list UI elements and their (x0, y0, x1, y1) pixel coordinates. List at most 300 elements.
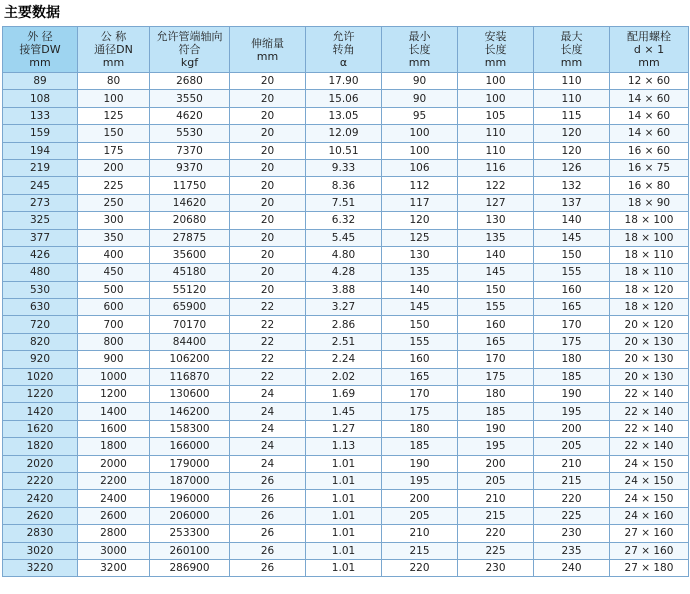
cell-install-length: 135 (458, 229, 534, 246)
cell-nominal-diameter: 2800 (78, 525, 150, 542)
cell-min-length: 160 (382, 351, 458, 368)
cell-nominal-diameter: 1600 (78, 420, 150, 437)
table-row (3, 90, 689, 107)
cell-outer-diameter: 377 (3, 229, 78, 246)
cell-bolts: 14 × 60 (610, 125, 689, 142)
cell-angle: 1.01 (306, 542, 382, 559)
cell-nominal-diameter: 900 (78, 351, 150, 368)
cell-min-length: 200 (382, 490, 458, 507)
cell-outer-diameter: 3020 (3, 542, 78, 559)
cell-axial-load: 130600 (150, 386, 230, 403)
cell-outer-diameter: 1220 (3, 386, 78, 403)
cell-angle: 1.45 (306, 403, 382, 420)
cell-bolts: 20 × 120 (610, 316, 689, 333)
header-expansion: 伸缩量 mm (230, 27, 306, 73)
cell-min-length: 112 (382, 177, 458, 194)
cell-outer-diameter: 325 (3, 212, 78, 229)
cell-angle: 1.27 (306, 420, 382, 437)
table-row (3, 472, 689, 489)
cell-axial-load: 2680 (150, 73, 230, 90)
cell-outer-diameter: 2620 (3, 507, 78, 524)
cell-axial-load: 253300 (150, 525, 230, 542)
cell-bolts: 12 × 60 (610, 73, 689, 90)
header-bolts: 配用螺栓 d × 1 mm (610, 27, 689, 73)
cell-angle: 3.88 (306, 281, 382, 298)
cell-bolts: 18 × 100 (610, 212, 689, 229)
cell-axial-load: 260100 (150, 542, 230, 559)
cell-expansion: 20 (230, 90, 306, 107)
table-row (3, 455, 689, 472)
cell-install-length: 230 (458, 559, 534, 576)
cell-axial-load: 3550 (150, 90, 230, 107)
cell-expansion: 20 (230, 264, 306, 281)
cell-expansion: 20 (230, 142, 306, 159)
cell-min-length: 135 (382, 264, 458, 281)
cell-nominal-diameter: 150 (78, 125, 150, 142)
cell-angle: 1.13 (306, 438, 382, 455)
cell-max-length: 165 (534, 299, 610, 316)
cell-nominal-diameter: 700 (78, 316, 150, 333)
cell-nominal-diameter: 2200 (78, 472, 150, 489)
cell-angle: 2.24 (306, 351, 382, 368)
cell-install-length: 165 (458, 333, 534, 350)
cell-install-length: 175 (458, 368, 534, 385)
cell-expansion: 24 (230, 420, 306, 437)
cell-min-length: 130 (382, 246, 458, 263)
cell-min-length: 165 (382, 368, 458, 385)
data-table (2, 26, 689, 577)
cell-nominal-diameter: 3200 (78, 559, 150, 576)
cell-outer-diameter: 194 (3, 142, 78, 159)
cell-bolts: 16 × 60 (610, 142, 689, 159)
cell-max-length: 140 (534, 212, 610, 229)
cell-outer-diameter: 133 (3, 107, 78, 124)
cell-angle: 4.28 (306, 264, 382, 281)
table-row (3, 438, 689, 455)
cell-axial-load: 84400 (150, 333, 230, 350)
cell-max-length: 225 (534, 507, 610, 524)
cell-nominal-diameter: 225 (78, 177, 150, 194)
cell-angle: 8.36 (306, 177, 382, 194)
table-row (3, 125, 689, 142)
cell-axial-load: 146200 (150, 403, 230, 420)
table-row (3, 386, 689, 403)
cell-expansion: 26 (230, 472, 306, 489)
cell-min-length: 120 (382, 212, 458, 229)
cell-max-length: 235 (534, 542, 610, 559)
cell-outer-diameter: 720 (3, 316, 78, 333)
cell-axial-load: 27875 (150, 229, 230, 246)
cell-outer-diameter: 2220 (3, 472, 78, 489)
cell-outer-diameter: 1820 (3, 438, 78, 455)
cell-bolts: 14 × 60 (610, 90, 689, 107)
cell-angle: 2.86 (306, 316, 382, 333)
cell-expansion: 20 (230, 177, 306, 194)
cell-min-length: 100 (382, 125, 458, 142)
cell-max-length: 150 (534, 246, 610, 263)
cell-bolts: 18 × 110 (610, 264, 689, 281)
cell-axial-load: 45180 (150, 264, 230, 281)
cell-expansion: 22 (230, 333, 306, 350)
cell-bolts: 27 × 180 (610, 559, 689, 576)
cell-max-length: 137 (534, 194, 610, 211)
table-row (3, 159, 689, 176)
cell-max-length: 110 (534, 90, 610, 107)
cell-max-length: 205 (534, 438, 610, 455)
table-row (3, 299, 689, 316)
cell-min-length: 150 (382, 316, 458, 333)
cell-max-length: 160 (534, 281, 610, 298)
cell-max-length: 215 (534, 472, 610, 489)
cell-expansion: 22 (230, 368, 306, 385)
cell-axial-load: 65900 (150, 299, 230, 316)
cell-outer-diameter: 245 (3, 177, 78, 194)
cell-axial-load: 106200 (150, 351, 230, 368)
cell-install-length: 185 (458, 403, 534, 420)
cell-install-length: 205 (458, 472, 534, 489)
table-row (3, 490, 689, 507)
cell-outer-diameter: 1620 (3, 420, 78, 437)
cell-nominal-diameter: 3000 (78, 542, 150, 559)
cell-min-length: 145 (382, 299, 458, 316)
cell-outer-diameter: 89 (3, 73, 78, 90)
cell-bolts: 22 × 140 (610, 386, 689, 403)
cell-min-length: 180 (382, 420, 458, 437)
header-min-length: 最小 长度 mm (382, 27, 458, 73)
cell-expansion: 22 (230, 316, 306, 333)
data-table-container (2, 26, 688, 577)
cell-bolts: 22 × 140 (610, 420, 689, 437)
cell-axial-load: 70170 (150, 316, 230, 333)
cell-max-length: 220 (534, 490, 610, 507)
cell-nominal-diameter: 2400 (78, 490, 150, 507)
cell-expansion: 24 (230, 455, 306, 472)
cell-min-length: 205 (382, 507, 458, 524)
cell-outer-diameter: 219 (3, 159, 78, 176)
cell-bolts: 18 × 120 (610, 299, 689, 316)
cell-install-length: 220 (458, 525, 534, 542)
cell-bolts: 22 × 140 (610, 438, 689, 455)
cell-install-length: 150 (458, 281, 534, 298)
cell-nominal-diameter: 175 (78, 142, 150, 159)
cell-install-length: 140 (458, 246, 534, 263)
cell-install-length: 195 (458, 438, 534, 455)
cell-outer-diameter: 3220 (3, 559, 78, 576)
header-angle: 允许 转角 α (306, 27, 382, 73)
cell-min-length: 175 (382, 403, 458, 420)
cell-bolts: 20 × 130 (610, 351, 689, 368)
cell-bolts: 18 × 110 (610, 246, 689, 263)
cell-angle: 2.51 (306, 333, 382, 350)
cell-axial-load: 158300 (150, 420, 230, 437)
cell-angle: 1.69 (306, 386, 382, 403)
cell-bolts: 27 × 160 (610, 525, 689, 542)
cell-install-length: 122 (458, 177, 534, 194)
cell-expansion: 26 (230, 525, 306, 542)
table-row (3, 542, 689, 559)
cell-min-length: 210 (382, 525, 458, 542)
cell-nominal-diameter: 400 (78, 246, 150, 263)
cell-bolts: 16 × 75 (610, 159, 689, 176)
table-row (3, 194, 689, 211)
cell-install-length: 170 (458, 351, 534, 368)
cell-angle: 1.01 (306, 559, 382, 576)
cell-min-length: 185 (382, 438, 458, 455)
cell-min-length: 100 (382, 142, 458, 159)
cell-min-length: 155 (382, 333, 458, 350)
cell-expansion: 20 (230, 194, 306, 211)
cell-angle: 13.05 (306, 107, 382, 124)
cell-angle: 17.90 (306, 73, 382, 90)
cell-nominal-diameter: 100 (78, 90, 150, 107)
cell-max-length: 132 (534, 177, 610, 194)
cell-nominal-diameter: 1400 (78, 403, 150, 420)
cell-nominal-diameter: 350 (78, 229, 150, 246)
cell-angle: 2.02 (306, 368, 382, 385)
cell-angle: 3.27 (306, 299, 382, 316)
cell-outer-diameter: 273 (3, 194, 78, 211)
cell-min-length: 90 (382, 73, 458, 90)
cell-angle: 10.51 (306, 142, 382, 159)
cell-min-length: 220 (382, 559, 458, 576)
cell-angle: 7.51 (306, 194, 382, 211)
cell-max-length: 180 (534, 351, 610, 368)
cell-bolts: 18 × 100 (610, 229, 689, 246)
header-outer-diameter: 外 径 接管DW mm (3, 27, 78, 73)
table-row (3, 333, 689, 350)
cell-nominal-diameter: 80 (78, 73, 150, 90)
cell-install-length: 200 (458, 455, 534, 472)
table-row (3, 107, 689, 124)
cell-expansion: 22 (230, 299, 306, 316)
cell-nominal-diameter: 600 (78, 299, 150, 316)
cell-install-length: 160 (458, 316, 534, 333)
table-row (3, 368, 689, 385)
cell-install-length: 155 (458, 299, 534, 316)
cell-angle: 1.01 (306, 507, 382, 524)
cell-expansion: 20 (230, 125, 306, 142)
table-row (3, 229, 689, 246)
cell-axial-load: 5530 (150, 125, 230, 142)
cell-install-length: 145 (458, 264, 534, 281)
table-row (3, 507, 689, 524)
cell-bolts: 14 × 60 (610, 107, 689, 124)
cell-outer-diameter: 108 (3, 90, 78, 107)
page-title: 主要数据 (4, 5, 60, 21)
cell-install-length: 190 (458, 420, 534, 437)
cell-expansion: 20 (230, 73, 306, 90)
table-header-row (3, 27, 689, 73)
table-row (3, 246, 689, 263)
cell-nominal-diameter: 250 (78, 194, 150, 211)
cell-axial-load: 206000 (150, 507, 230, 524)
cell-max-length: 195 (534, 403, 610, 420)
cell-expansion: 26 (230, 490, 306, 507)
cell-expansion: 26 (230, 542, 306, 559)
cell-axial-load: 187000 (150, 472, 230, 489)
cell-outer-diameter: 530 (3, 281, 78, 298)
cell-axial-load: 116870 (150, 368, 230, 385)
table-row (3, 559, 689, 576)
cell-bolts: 24 × 150 (610, 472, 689, 489)
cell-axial-load: 35600 (150, 246, 230, 263)
cell-expansion: 22 (230, 351, 306, 368)
cell-expansion: 20 (230, 246, 306, 263)
table-row (3, 177, 689, 194)
cell-axial-load: 196000 (150, 490, 230, 507)
cell-axial-load: 286900 (150, 559, 230, 576)
cell-max-length: 120 (534, 142, 610, 159)
cell-min-length: 117 (382, 194, 458, 211)
cell-nominal-diameter: 300 (78, 212, 150, 229)
cell-min-length: 125 (382, 229, 458, 246)
cell-axial-load: 11750 (150, 177, 230, 194)
cell-nominal-diameter: 2600 (78, 507, 150, 524)
cell-max-length: 120 (534, 125, 610, 142)
header-install-length: 安装 长度 mm (458, 27, 534, 73)
header-max-length: 最大 长度 mm (534, 27, 610, 73)
cell-angle: 4.80 (306, 246, 382, 263)
cell-angle: 15.06 (306, 90, 382, 107)
cell-expansion: 26 (230, 507, 306, 524)
cell-angle: 1.01 (306, 490, 382, 507)
cell-nominal-diameter: 450 (78, 264, 150, 281)
table-row (3, 525, 689, 542)
table-row (3, 142, 689, 159)
cell-axial-load: 9370 (150, 159, 230, 176)
cell-bolts: 24 × 150 (610, 455, 689, 472)
cell-install-length: 110 (458, 142, 534, 159)
cell-bolts: 18 × 120 (610, 281, 689, 298)
cell-outer-diameter: 2020 (3, 455, 78, 472)
header-nominal-diameter: 公 称 通径DN mm (78, 27, 150, 73)
cell-axial-load: 14620 (150, 194, 230, 211)
cell-expansion: 26 (230, 559, 306, 576)
cell-bolts: 20 × 130 (610, 333, 689, 350)
table-row (3, 212, 689, 229)
cell-nominal-diameter: 1000 (78, 368, 150, 385)
cell-angle: 9.33 (306, 159, 382, 176)
cell-max-length: 145 (534, 229, 610, 246)
cell-axial-load: 4620 (150, 107, 230, 124)
cell-expansion: 20 (230, 107, 306, 124)
cell-axial-load: 20680 (150, 212, 230, 229)
cell-max-length: 175 (534, 333, 610, 350)
cell-nominal-diameter: 1200 (78, 386, 150, 403)
cell-bolts: 24 × 150 (610, 490, 689, 507)
cell-outer-diameter: 630 (3, 299, 78, 316)
cell-nominal-diameter: 800 (78, 333, 150, 350)
cell-max-length: 210 (534, 455, 610, 472)
cell-outer-diameter: 159 (3, 125, 78, 142)
cell-min-length: 95 (382, 107, 458, 124)
table-row (3, 281, 689, 298)
cell-bolts: 18 × 90 (610, 194, 689, 211)
cell-max-length: 230 (534, 525, 610, 542)
cell-nominal-diameter: 200 (78, 159, 150, 176)
table-body (3, 73, 689, 577)
cell-max-length: 190 (534, 386, 610, 403)
cell-angle: 5.45 (306, 229, 382, 246)
cell-bolts: 24 × 160 (610, 507, 689, 524)
cell-expansion: 20 (230, 229, 306, 246)
table-row (3, 420, 689, 437)
cell-axial-load: 55120 (150, 281, 230, 298)
cell-max-length: 155 (534, 264, 610, 281)
cell-angle: 6.32 (306, 212, 382, 229)
cell-nominal-diameter: 125 (78, 107, 150, 124)
cell-nominal-diameter: 2000 (78, 455, 150, 472)
cell-install-length: 100 (458, 73, 534, 90)
cell-min-length: 90 (382, 90, 458, 107)
cell-install-length: 225 (458, 542, 534, 559)
cell-outer-diameter: 1020 (3, 368, 78, 385)
cell-bolts: 16 × 80 (610, 177, 689, 194)
cell-axial-load: 179000 (150, 455, 230, 472)
cell-max-length: 185 (534, 368, 610, 385)
cell-expansion: 20 (230, 212, 306, 229)
cell-outer-diameter: 1420 (3, 403, 78, 420)
table-row (3, 73, 689, 90)
cell-install-length: 180 (458, 386, 534, 403)
cell-outer-diameter: 920 (3, 351, 78, 368)
cell-install-length: 100 (458, 90, 534, 107)
cell-nominal-diameter: 1800 (78, 438, 150, 455)
cell-install-length: 210 (458, 490, 534, 507)
cell-min-length: 190 (382, 455, 458, 472)
cell-axial-load: 7370 (150, 142, 230, 159)
cell-outer-diameter: 480 (3, 264, 78, 281)
cell-max-length: 170 (534, 316, 610, 333)
cell-max-length: 115 (534, 107, 610, 124)
cell-expansion: 24 (230, 438, 306, 455)
table-row (3, 403, 689, 420)
cell-outer-diameter: 2830 (3, 525, 78, 542)
cell-min-length: 106 (382, 159, 458, 176)
table-row (3, 351, 689, 368)
cell-install-length: 110 (458, 125, 534, 142)
cell-outer-diameter: 426 (3, 246, 78, 263)
cell-expansion: 24 (230, 403, 306, 420)
cell-min-length: 140 (382, 281, 458, 298)
cell-outer-diameter: 2420 (3, 490, 78, 507)
cell-bolts: 20 × 130 (610, 368, 689, 385)
cell-angle: 1.01 (306, 525, 382, 542)
cell-expansion: 24 (230, 386, 306, 403)
cell-install-length: 116 (458, 159, 534, 176)
cell-max-length: 240 (534, 559, 610, 576)
table-row (3, 264, 689, 281)
cell-install-length: 105 (458, 107, 534, 124)
cell-max-length: 200 (534, 420, 610, 437)
cell-nominal-diameter: 500 (78, 281, 150, 298)
cell-angle: 1.01 (306, 455, 382, 472)
cell-min-length: 170 (382, 386, 458, 403)
cell-bolts: 27 × 160 (610, 542, 689, 559)
cell-expansion: 20 (230, 159, 306, 176)
cell-install-length: 215 (458, 507, 534, 524)
cell-expansion: 20 (230, 281, 306, 298)
cell-angle: 1.01 (306, 472, 382, 489)
cell-outer-diameter: 820 (3, 333, 78, 350)
cell-angle: 12.09 (306, 125, 382, 142)
header-axial-load: 允许管端轴向 符合 kgf (150, 27, 230, 73)
cell-bolts: 22 × 140 (610, 403, 689, 420)
cell-install-length: 127 (458, 194, 534, 211)
cell-install-length: 130 (458, 212, 534, 229)
cell-min-length: 215 (382, 542, 458, 559)
cell-max-length: 110 (534, 73, 610, 90)
